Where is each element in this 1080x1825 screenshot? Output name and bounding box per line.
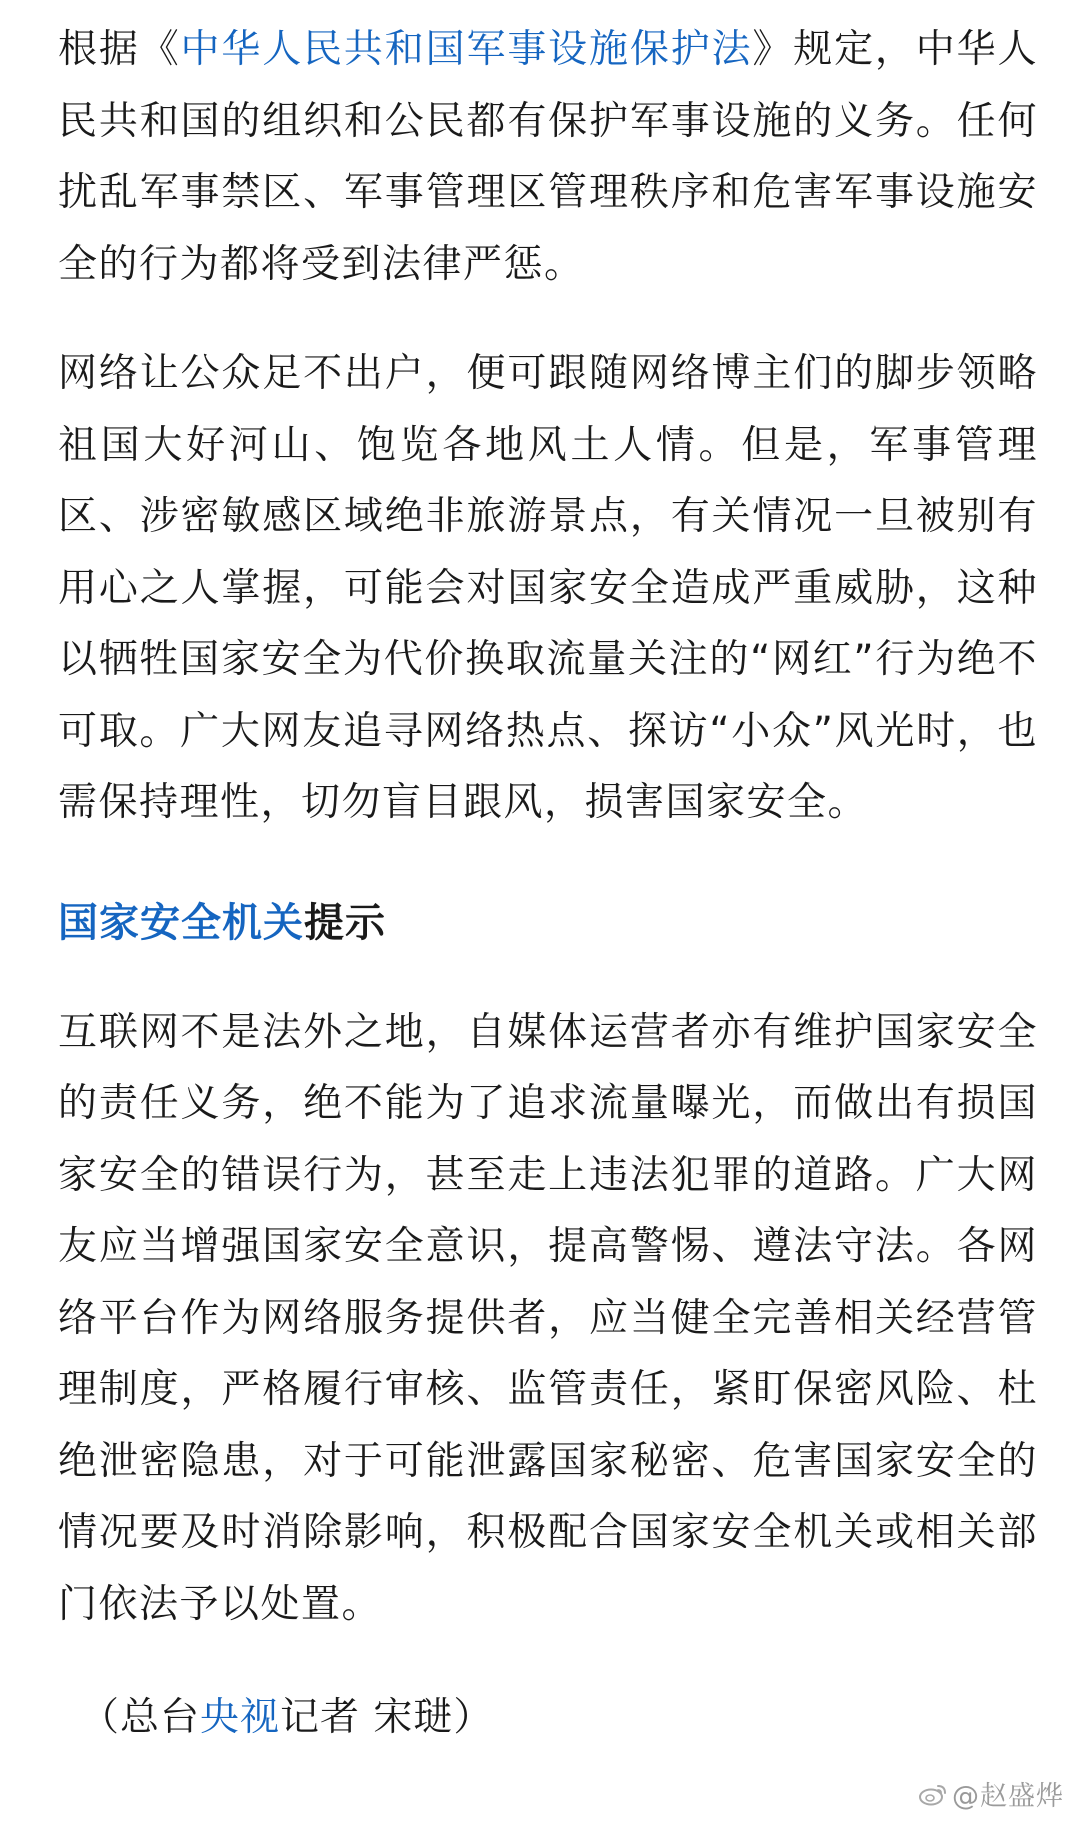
paragraph-reminder: 互联网不是法外之地，自媒体运营者亦有维护国家安全的责任义务，绝不能为了追求流量曝光，而做出有损国家安全的错误行为，甚至走上违法犯罪的道路。广大网友应当增强国家安全意识，提高警惕、遵法守法。各网络平台作为网络服务提供者，应当健全完善相关经营管理制度，严格履行审核、监管责任，紧盯保密风险、杜绝泄密隐患，对于可能泄露国家秘密、危害国家安全的情况要及时消除影响，积极配合国家安全机关或相关部门依法予以处置。 xyxy=(58,1009,1038,1627)
paragraph-law xyxy=(58,14,1038,300)
weibo-watermark xyxy=(918,1774,1064,1813)
byline-open: （总台 xyxy=(80,1695,201,1740)
article-body xyxy=(58,14,1038,1754)
cctv-link[interactable]: 央视 xyxy=(200,1695,281,1740)
section-heading xyxy=(58,887,1038,959)
section-heading-suffix: 提示 xyxy=(304,899,386,946)
paragraph-network: 网络让公众足不出户，便可跟随网络博主们的脚步领略祖国大好河山、饱览各地风土人情。但是，军事管理区、涉密敏感区域绝非旅游景点，有关情况一旦被别有用心之人掌握，可能会对国家安全造成严重威胁，这种以牺牲国家安全为代价换取流量关注的“网红”行为绝不可取。广大网友追寻网络热点、探访“小众”风光时，也需保持理性，切勿盲目跟风，损害国家安全。 xyxy=(58,351,1038,825)
law-link[interactable]: 中华人民共和国军事设施保护法 xyxy=(180,27,753,72)
watermark-handle: @赵盛烨 xyxy=(952,1781,1064,1812)
byline-rest: 记者 宋琎） xyxy=(280,1695,494,1740)
state-security-link[interactable]: 国家安全机关 xyxy=(58,899,304,946)
paragraph-law-text: 》规定，中华人民共和国的组织和公民都有保护军事设施的义务。任何扰乱军事禁区、军事管理区管理秩序和危害军事设施安全的行为都将受到法律严惩。 xyxy=(58,27,1038,287)
weibo-icon xyxy=(918,1782,948,1806)
paragraph-law-prefix: 根据《 xyxy=(58,27,181,72)
byline xyxy=(80,1682,1038,1754)
